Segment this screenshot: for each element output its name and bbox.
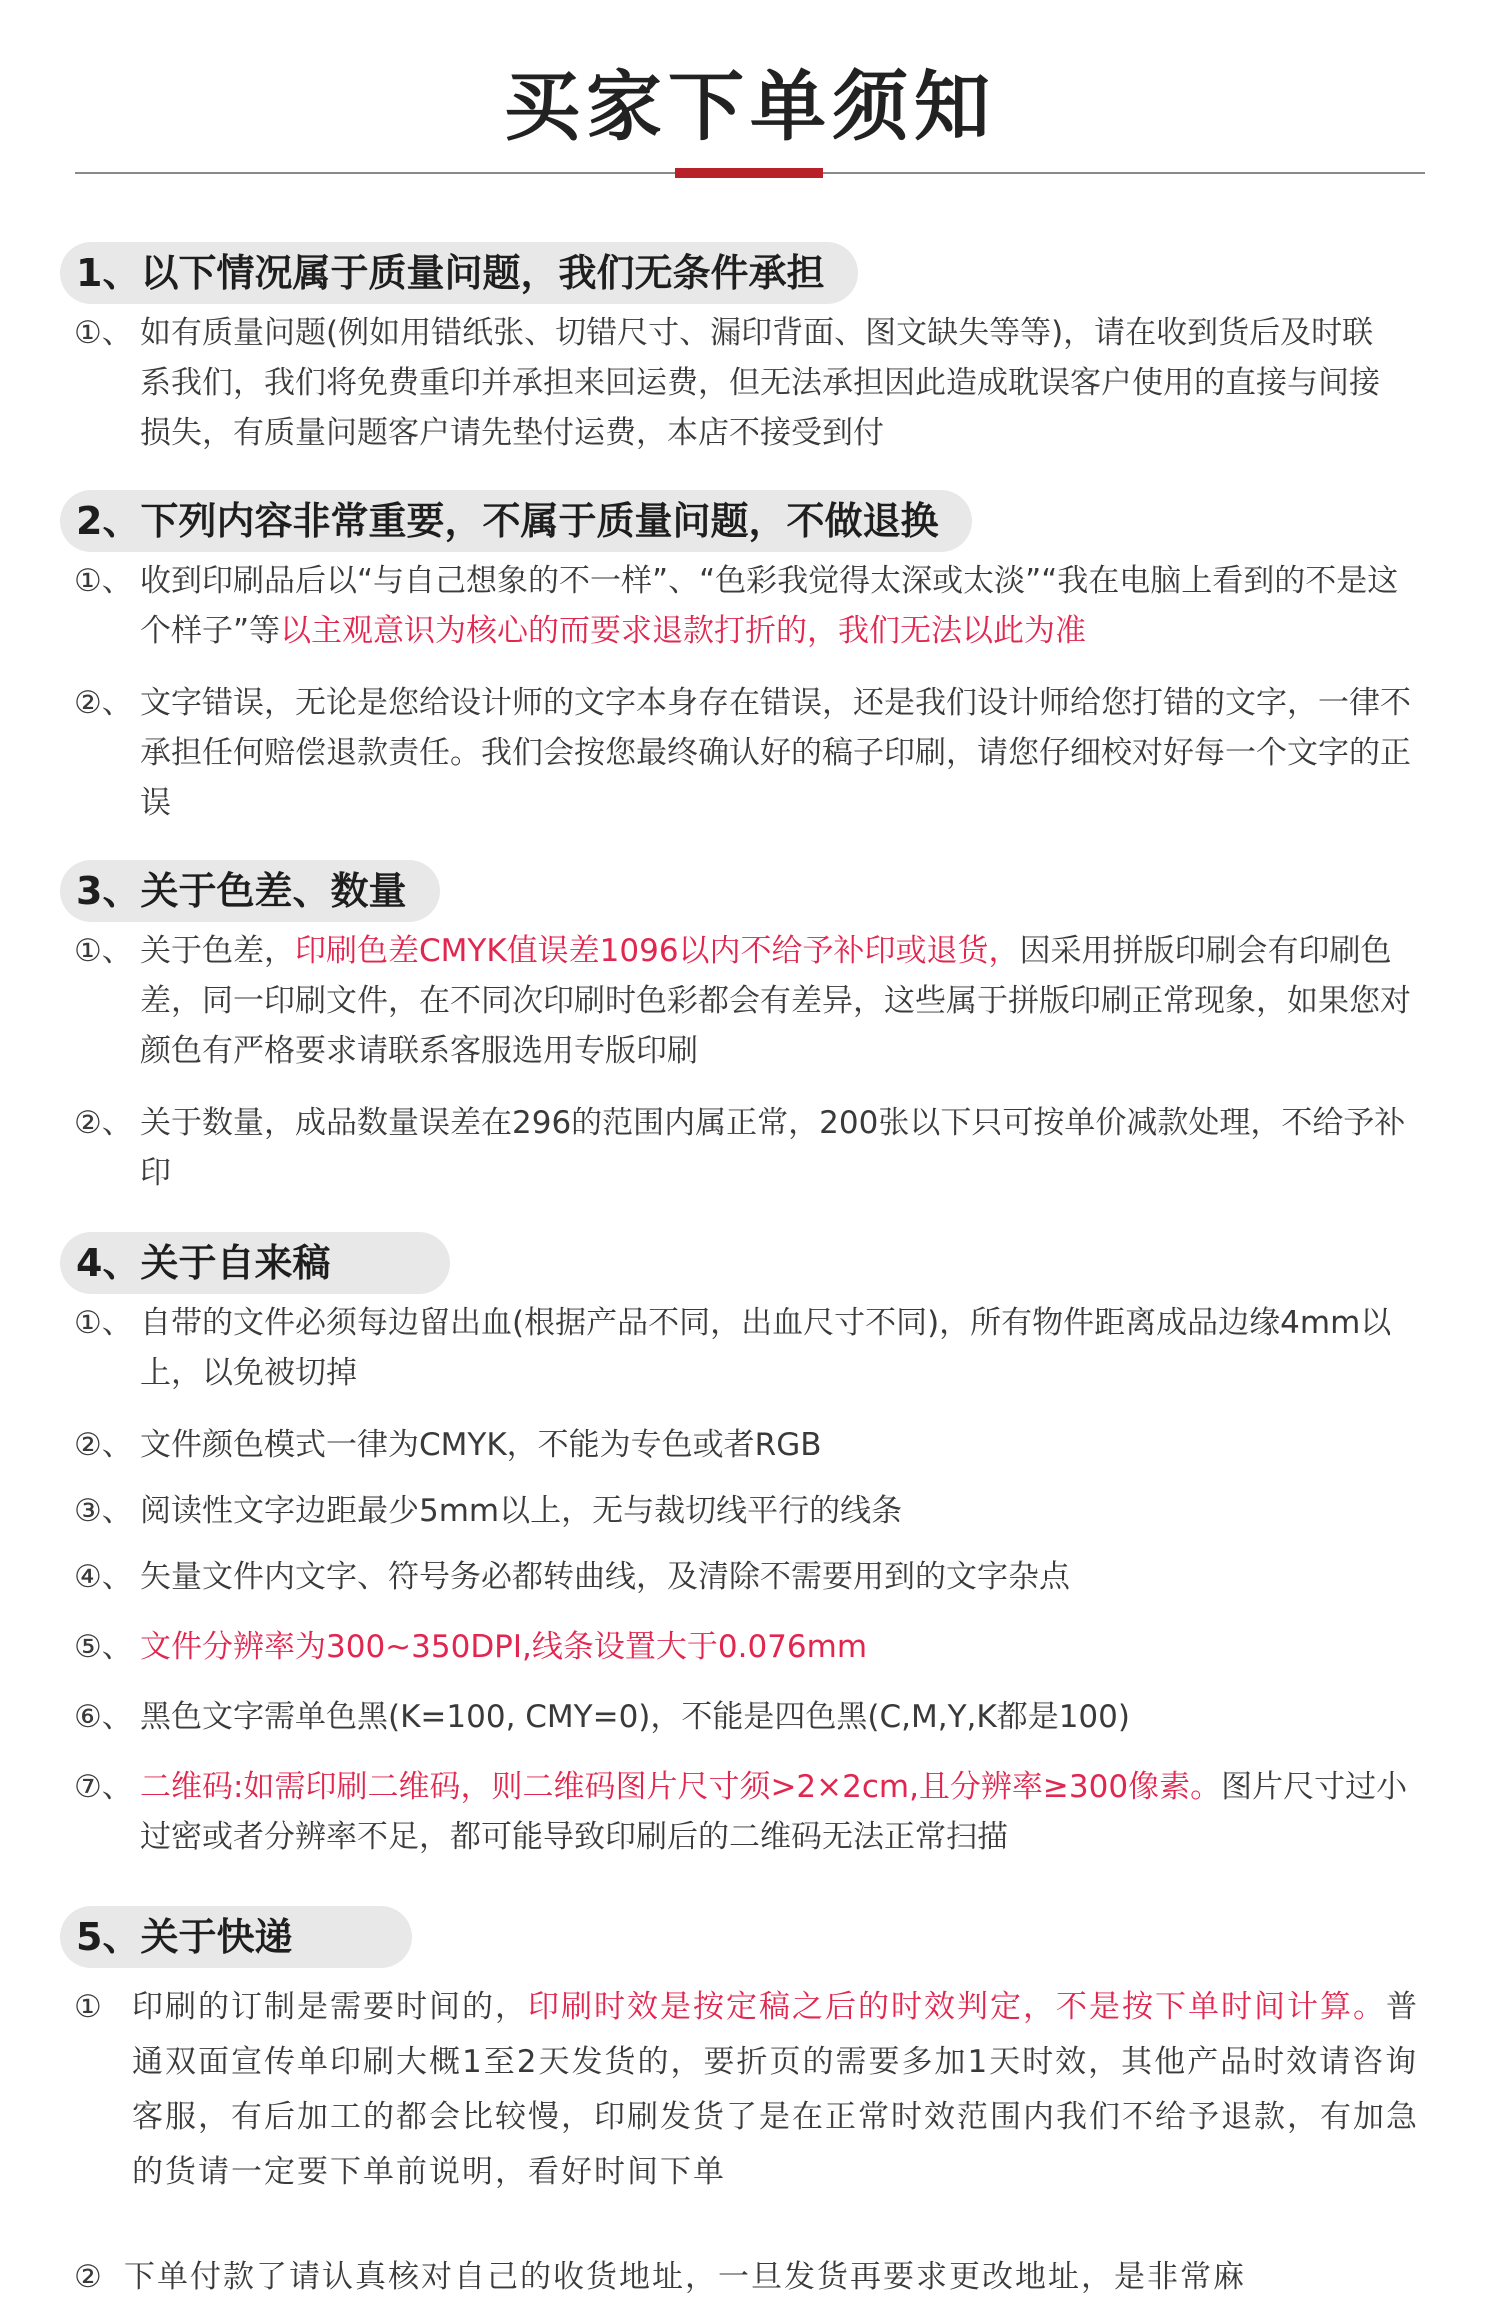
item-text: 黑色文字需单色黑(K=100, CMY=0)，不能是四色黑(C,M,Y,K都是100) [140, 1699, 1130, 1735]
item-number: ② [74, 2259, 104, 2295]
item-number: ②、 [74, 1105, 133, 1141]
list-item [60, 1420, 1440, 1470]
section-heading: 2、下列内容非常重要，不属于质量问题，不做退换 [60, 490, 972, 552]
list-item [60, 2250, 1440, 2305]
item-number: ①、 [74, 315, 133, 351]
section-quality-issues [60, 242, 1440, 458]
page-title: 买家下单须知 [504, 62, 996, 151]
item-text: 自带的文件必须每边留出血(根据产品不同，出血尺寸不同)，所有物件距离成品边缘4mm以上，以免被切掉 [140, 1305, 1392, 1391]
list-item [60, 1692, 1440, 1742]
item-text-highlight: 以主观意识为核心的而要求退款打折的，我们无法以此为准 [280, 613, 1087, 649]
item-number: ③、 [74, 1493, 133, 1529]
list-item [60, 1762, 1440, 1862]
item-number: ⑦、 [74, 1769, 133, 1805]
list-item [60, 308, 1440, 458]
section-heading: 4、关于自来稿 [60, 1232, 450, 1294]
list-item [60, 1980, 1440, 2200]
item-text: 如有质量问题(例如用错纸张、切错尺寸、漏印背面、图文缺失等等)，请在收到货后及时联系我们，我们将免费重印并承担来回运费，但无法承担因此造成耽误客户使用的直接与间接损失，有质量问题客户请先垫付运费，本店不接受到付 [140, 315, 1380, 451]
list-item [60, 1298, 1440, 1398]
item-text: 关于色差， [140, 933, 295, 969]
list-item [60, 556, 1440, 656]
item-text-highlight: 印刷色差CMYK值误差1096以内不给予补印或退货， [295, 933, 1020, 969]
item-number: ②、 [74, 685, 133, 721]
item-number: ②、 [74, 1427, 133, 1463]
section-shipping [60, 1906, 1440, 2305]
item-number: ⑥、 [74, 1699, 133, 1735]
item-text-highlight: 印刷时效是按定稿之后的时效判定，不是按下单时间计算。 [528, 1989, 1386, 2025]
item-number: ⑤、 [74, 1629, 133, 1665]
list-item [60, 678, 1440, 828]
item-text: 文字错误，无论是您给设计师的文字本身存在错误，还是我们设计师给您打错的文字，一律不承担任何赔偿退款责任。我们会按您最终确认好的稿子印刷，请您仔细校对好每一个文字的正误 [140, 685, 1411, 821]
list-item [60, 1098, 1440, 1198]
item-number: ① [74, 1989, 104, 2025]
item-text: 矢量文件内文字、符号务必都转曲线，及清除不需要用到的文字杂点 [140, 1559, 1070, 1595]
list-item [60, 1486, 1440, 1536]
item-number: ④、 [74, 1559, 133, 1595]
section-color-quantity [60, 860, 1440, 1198]
item-text: 关于数量，成品数量误差在296的范围内属正常，200张以下只可按单价减款处理，不给予补印 [140, 1105, 1406, 1191]
section-heading: 5、关于快递 [60, 1906, 412, 1968]
item-number: ①、 [74, 933, 133, 969]
item-text: 阅读性文字边距最少5mm以上，无与裁切线平行的线条 [140, 1493, 903, 1529]
section-heading: 3、关于色差、数量 [60, 860, 440, 922]
item-text: 文件颜色模式一律为CMYK，不能为专色或者RGB [140, 1427, 822, 1463]
item-text: 下单付款了请认真核对自己的收货地址，一旦发货再要求更改地址，是非常麻 [124, 2259, 1246, 2295]
item-text-highlight: 二维码:如需印刷二维码，则二维码图片尺寸须>2×2cm,且分辨率≥300像素。 [140, 1769, 1222, 1805]
item-number: ①、 [74, 1305, 133, 1341]
item-text: 因采用拼版印刷会有印刷色差，同一印刷文件，在不同次印刷时色彩都会有差异，这些属于拼版印刷正常现象，如果您对颜色有严格要求请联系客服选用专版印刷 [140, 933, 1411, 1069]
title-divider-accent [675, 168, 823, 178]
list-item [60, 1622, 1440, 1672]
item-text: 普通双面宣传单印刷大概1至2天发货的，要折页的需要多加1天时效，其他产品时效请咨询客服，有后加工的都会比较慢，印刷发货了是在正常时效范围内我们不给予退款，有加急的货请一定要下单前说明，看好时间下单 [132, 1989, 1419, 2190]
item-text-highlight: 文件分辨率为300~350DPI,线条设置大于0.076mm [140, 1629, 868, 1665]
section-not-quality-issues [60, 490, 1440, 828]
section-heading: 1、以下情况属于质量问题，我们无条件承担 [60, 242, 858, 304]
list-item [60, 926, 1440, 1076]
item-text: 印刷的订制是需要时间的， [132, 1989, 528, 2025]
item-text: 收到印刷品后以“与自己想象的不一样”、“色彩我觉得太深或太淡”“我在电脑上看到的不是这个样子”等 [140, 563, 1399, 649]
section-own-files [60, 1232, 1440, 1862]
item-number: ①、 [74, 563, 133, 599]
list-item [60, 1552, 1440, 1602]
item-text: 图片尺寸过小过密或者分辨率不足，都可能导致印刷后的二维码无法正常扫描 [140, 1769, 1408, 1855]
